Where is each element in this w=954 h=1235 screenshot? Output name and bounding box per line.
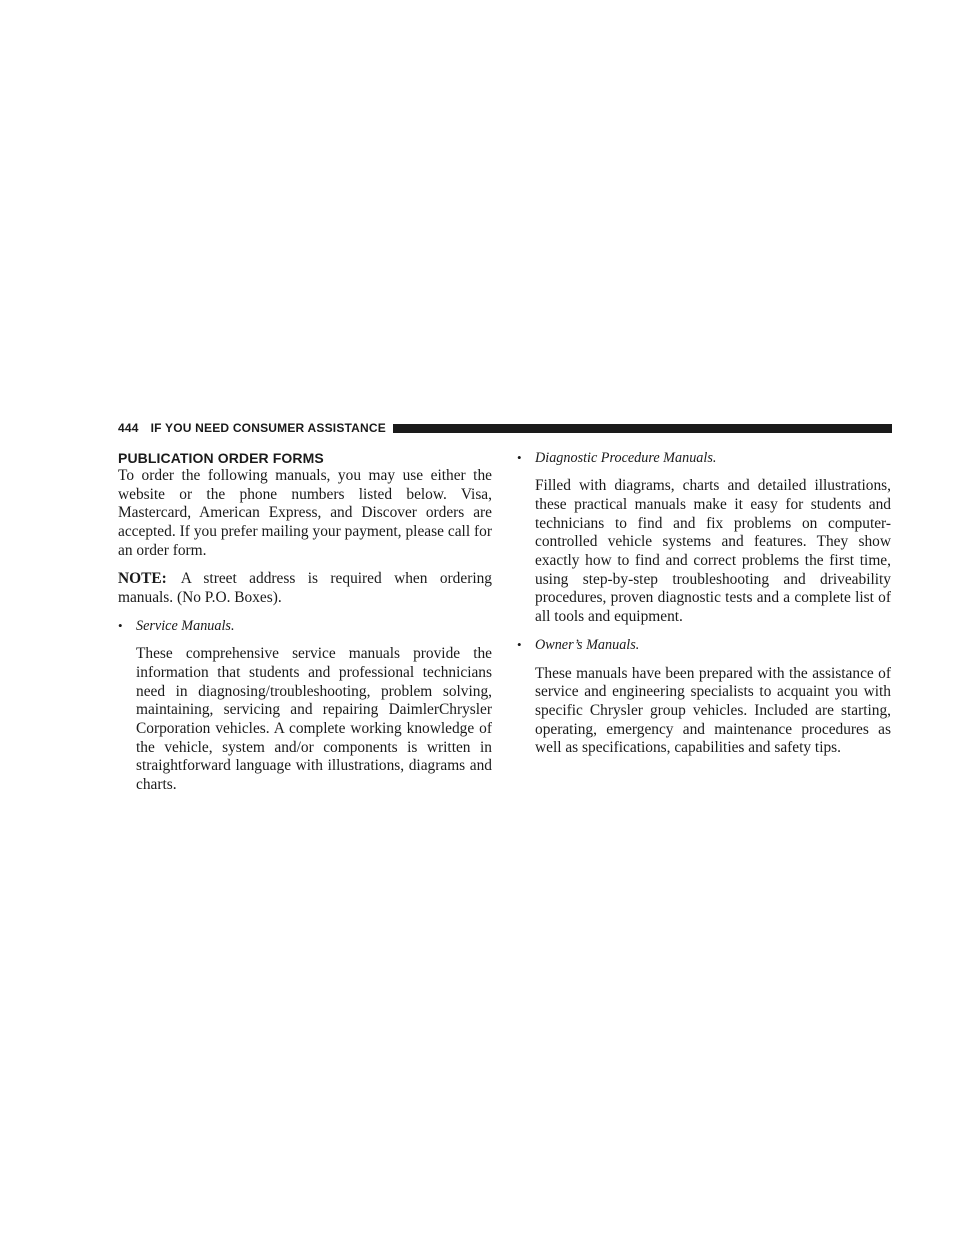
owners-manuals-heading: Owner’s Manuals.	[535, 637, 640, 654]
section-title: IF YOU NEED CONSUMER ASSISTANCE	[150, 421, 386, 435]
service-manuals-text: These comprehensive service manuals provide the information that students and professional technicians need in diagnosing/troubleshooting, problem solving, maintaining, servicing and repairing DaimlerChrysler Corporation vehicles. A complete working knowledge of the vehicle, system and/or components is written in straightforward language with illustrations, diagrams and charts.	[136, 645, 492, 794]
intro-paragraph: To order the following manuals, you may use either the website or the phone numbers listed below. Visa, Mastercard, American Express, and Discover orders are accepted. If you prefer mailing your payment, please call for an order form.	[118, 467, 492, 559]
left-column	[118, 449, 492, 804]
header-rule	[393, 424, 892, 433]
right-column	[517, 449, 891, 768]
owners-manuals-text: These manuals have been prepared with the assistance of service and engineering specialists to acquaint you with specific Chrysler group vehicles. Included are starting, operating, emergency and maintenance procedures as well as specifications, capabilities and safety tips.	[535, 664, 891, 757]
diagnostic-manuals-bullet	[517, 449, 891, 468]
note-paragraph	[118, 570, 492, 607]
bullet-icon: •	[517, 637, 522, 653]
diagnostic-manuals-text: Filled with diagrams, charts and detailed illustrations, these practical manuals make it easy for students and technicians to find and fix problems on computer-controlled vehicle systems and features. They show exactly how to find and correct problems the first time, using step-by-step troubleshooting and driveability procedures, proven diagnostic tests and a complete list of all tools and equipment.	[535, 477, 891, 626]
page-header	[118, 420, 892, 436]
service-manuals-heading: Service Manuals.	[136, 617, 235, 634]
bullet-icon: •	[517, 450, 522, 465]
publication-order-forms-heading: PUBLICATION ORDER FORMS	[118, 450, 324, 466]
owners-manuals-bullet	[517, 636, 891, 655]
diagnostic-manuals-heading: Diagnostic Procedure Manuals.	[535, 450, 717, 466]
note-text: A street address is required when ordering manuals. (No P.O. Boxes).	[118, 570, 492, 606]
service-manuals-bullet	[118, 617, 492, 636]
note-label: NOTE:	[118, 570, 167, 588]
page-number: 444	[118, 421, 139, 435]
bullet-icon: •	[118, 617, 123, 633]
